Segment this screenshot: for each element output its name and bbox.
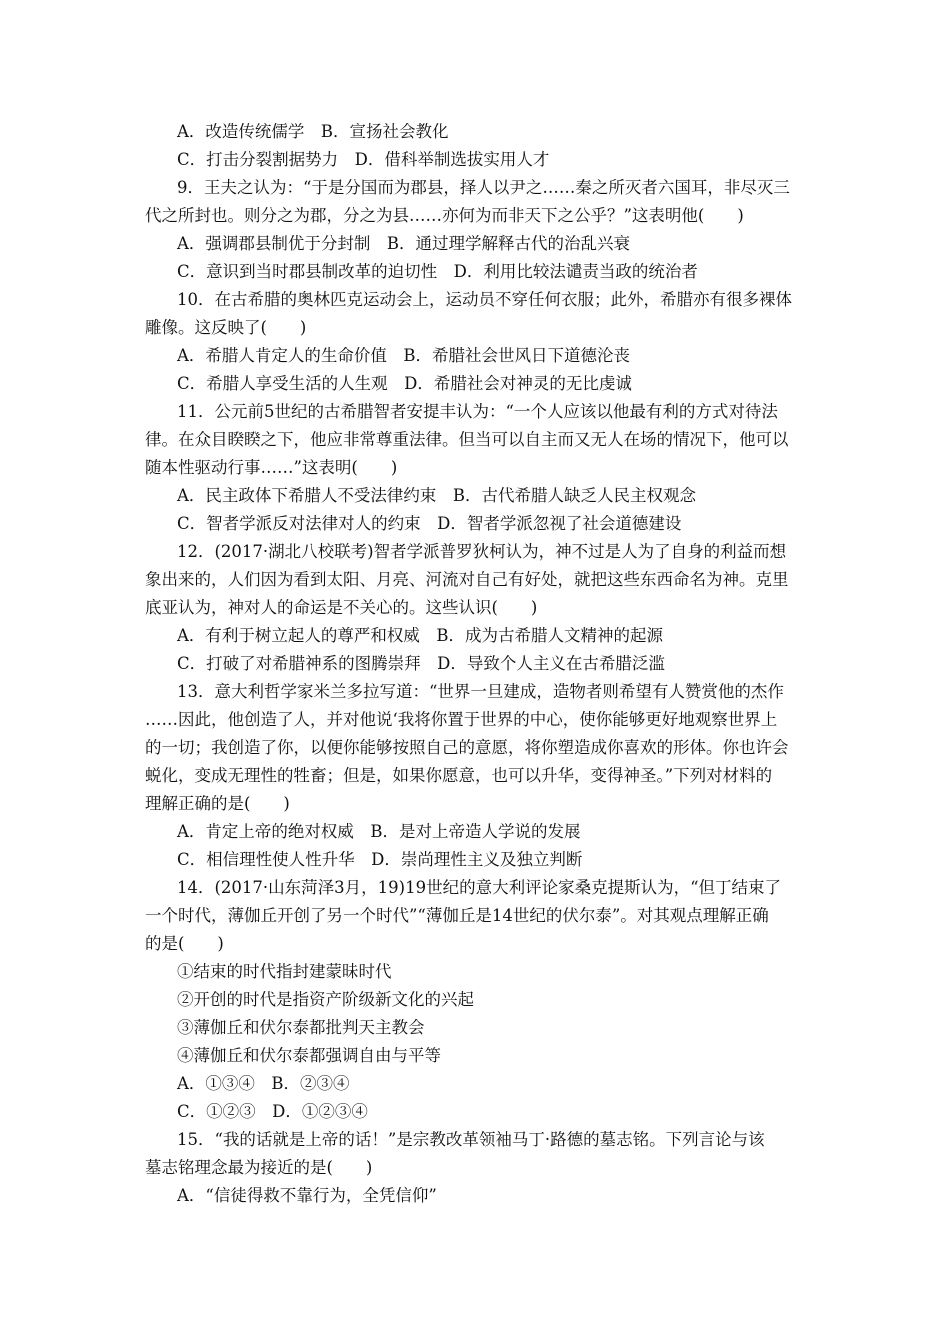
question-13-cont: 蜕化，变成无理性的牲畜；但是，如果你愿意，也可以升华，变得神圣。”下列对材料的 [145,766,773,785]
question-11: 11．公元前5世纪的古希腊智者安提丰认为：“一个人应该以他最有利的方式对待法 [177,402,778,421]
question-12-cont: 底亚认为，神对人的命运是不关心的。这些认识( ) [145,598,538,617]
option-line: A．肯定上帝的绝对权威 B．是对上帝造人学说的发展 [177,822,581,841]
question-13-cont: 理解正确的是( ) [145,794,290,813]
question-13-cont: ……因此，他创造了人，并对他说‘我将你置于世界的中心，使你能够更好地观察世界上 [145,710,778,729]
question-9-cont: 代之所封也。则分之为郡，分之为县……亦何为而非天下之公乎？”这表明他( ) [145,206,744,225]
statement-item: ④薄伽丘和伏尔泰都强调自由与平等 [177,1046,441,1065]
question-13-cont: 的一切；我创造了你，以便你能够按照自己的意愿，将你塑造成你喜欢的形体。你也许会 [145,738,789,757]
option-line: A．有利于树立起人的尊严和权威 B．成为古希腊人文精神的起源 [177,626,664,645]
option-line: C．希腊人享受生活的人生观 D．希腊社会对神灵的无比虔诚 [177,374,632,393]
question-15-cont: 墓志铭理念最为接近的是( ) [145,1158,373,1177]
statement-item: ①结束的时代指封建蒙昧时代 [177,962,392,981]
option-line: A．①③④ B．②③④ [177,1074,350,1093]
option-line: C．打击分裂割据势力 D．借科举制选拔实用人才 [177,150,550,169]
question-13: 13．意大利哲学家米兰多拉写道：“世界一旦建成，造物者则希望有人赞赏他的杰作 [177,682,784,701]
option-line: A．希腊人肯定人的生命价值 B．希腊社会世风日下道德沦丧 [177,346,631,365]
option-line: A．民主政体下希腊人不受法律约束 B．古代希腊人缺乏人民主权观念 [177,486,697,505]
option-line: A．强调郡县制优于分封制 B．通过理学解释古代的治乱兴衰 [177,234,631,253]
statement-item: ③薄伽丘和伏尔泰都批判天主教会 [177,1018,425,1037]
question-15: 15．“我的话就是上帝的话！”是宗教改革领袖马丁·路德的墓志铭。下列言论与该 [177,1130,765,1149]
option-line: C．意识到当时郡县制改革的迫切性 D．利用比较法谴责当政的统治者 [177,262,698,281]
statement-item: ②开创的时代是指资产阶级新文化的兴起 [177,990,474,1009]
option-line: C．打破了对希腊神系的图腾崇拜 D．导致个人主义在古希腊泛滥 [177,654,665,673]
question-10-cont: 雕像。这反映了( ) [145,318,307,337]
question-11-cont: 律。在众目睽睽之下，他应非常尊重法律。但当可以自主而又无人在场的情况下，他可以 [145,430,789,449]
option-line: C．相信理性使人性升华 D．崇尚理性主义及独立判断 [177,850,583,869]
option-line: A．“信徒得救不靠行为，全凭信仰” [177,1186,437,1205]
question-12-cont: 象出来的，人们因为看到太阳、月亮、河流对自己有好处，就把这些东西命名为神。克里 [145,570,789,589]
question-14-cont: 的是( ) [145,934,224,953]
option-line: C．智者学派反对法律对人的约束 D．智者学派忽视了社会道德建设 [177,514,682,533]
question-9: 9．王夫之认为：“于是分国而为郡县，择人以尹之……秦之所灭者六国耳，非尽灭三 [177,178,790,197]
option-line: C．①②③ D．①②③④ [177,1102,368,1121]
question-12: 12．(2017·湖北八校联考)智者学派普罗狄柯认为，神不过是人为了自身的利益而想 [177,542,787,561]
option-line: A．改造传统儒学 B．宣扬社会教化 [177,122,449,141]
question-10: 10．在古希腊的奥林匹克运动会上，运动员不穿任何衣服；此外，希腊亦有很多裸体 [177,290,792,309]
question-14-cont: 一个时代，薄伽丘开创了另一个时代”“薄伽丘是14世纪的伏尔泰”。对其观点理解正确 [145,906,769,925]
question-14: 14．(2017·山东菏泽3月，19)19世纪的意大利评论家桑克提斯认为，“但丁结束了 [177,878,782,897]
question-11-cont: 随本性驱动行事……”这表明( ) [145,458,398,477]
